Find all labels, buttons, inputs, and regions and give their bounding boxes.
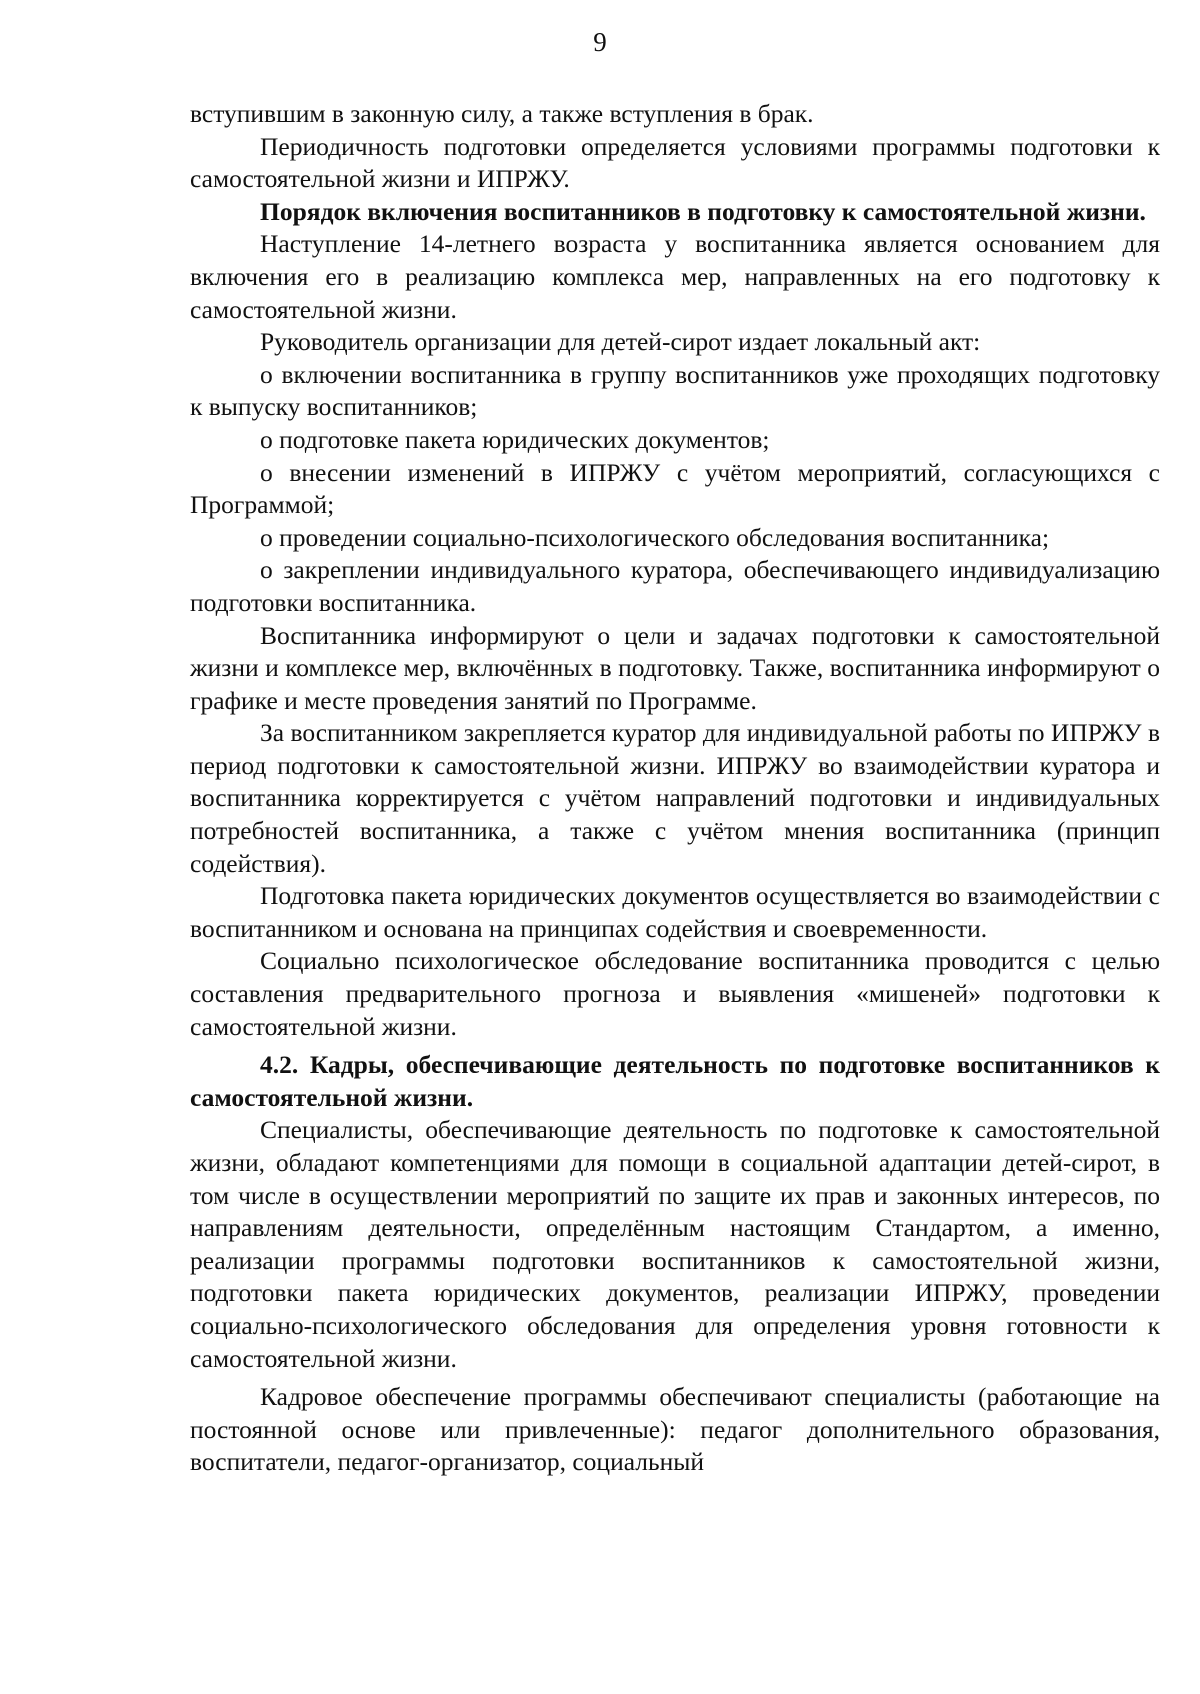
paragraph-social-psych-survey: Социально психологическое обследование воспитанника проводится с целью составления предварительного прогноза и выявления «мишеней» подготовки к самостоятельной жизни. (190, 946, 1160, 1041)
paragraph-periodicity: Периодичность подготовки определяется условиями программы подготовки к самостоятельной жизни и ИПРЖУ. (190, 131, 1160, 194)
paragraph-informing: Воспитанника информируют о цели и задачах подготовки к самостоятельной жизни и комплексе мер, включённых в подготовку. Также, воспитанника информируют о графике и месте проведения занятий по Программе. (190, 620, 1160, 715)
paragraph-local-act: Руководитель организации для детей-сирот издает локальный акт: (260, 327, 981, 357)
list-item-inclusion-group: о включении воспитанника в группу воспитанников уже проходящих подготовку к выпуску воспитанников; (190, 359, 1160, 422)
page-number: 9 (593, 27, 607, 57)
paragraph-curator-assignment: За воспитанником закрепляется куратор для индивидуальной работы по ИПРЖУ в период подготовки к самостоятельной жизни. ИПРЖУ во взаимодействии куратора и воспитанника корректируется с учётом направлений подготовки и индивидуальных потребностей воспитанника, а также с учётом мнения воспитанника (принцип содействия). (190, 718, 1160, 878)
list-item-curator: о закреплении индивидуального куратора, обеспечивающего индивидуализацию подготовки воспитанника. (190, 555, 1160, 617)
paragraph-specialists: Специалисты, обеспечивающие деятельность по подготовке к самостоятельной жизни, обладают компетенциями для помощи в социальной адаптации детей-сирот, в том числе в осуществлении мероприятий по защите их прав и законных интересов, по направлениям деятельности, определённым настоящим Стандартом, а именно, реализации программы подготовки воспитанников к самостоятельной жизни, подготовки пакета юридических документов, реализации ИПРЖУ, проведении социально-психологического обследования для определения уровня готовности к самостоятельной жизни. (190, 1115, 1160, 1373)
list-item-psych-survey: о проведении социально-психологического обследования воспитанника; (260, 522, 1050, 552)
list-item-legal-documents: о подготовке пакета юридических документов; (260, 424, 770, 454)
paragraph-age-14: Наступление 14-летнего возраста у воспитанника является основанием для включения его в реализацию комплекса мер, направленных на его подготовку к самостоятельной жизни. (190, 229, 1160, 324)
section-heading-4-2: 4.2. Кадры, обеспечивающие деятельность по подготовке воспитанников к самостоятельной жизни. (190, 1050, 1160, 1112)
section-heading-inclusion-order: Порядок включения воспитанников в подготовку к самостоятельной жизни. (260, 196, 1146, 226)
document-body (190, 98, 1160, 1479)
paragraph-continuation: вступившим в законную силу, а также вступления в брак. (190, 99, 814, 128)
paragraph-documents-preparation: Подготовка пакета юридических документов осуществляется во взаимодействии с воспитанником и основана на принципах содействия и своевременности. (190, 881, 1160, 943)
list-item-iprzhu-changes: о внесении изменений в ИПРЖУ с учётом мероприятий, согласующихся с Программой; (190, 457, 1160, 520)
paragraph-staffing: Кадровое обеспечение программы обеспечивают специалисты (работающие на постоянной основе или привлеченные): педагог дополнительного образования, воспитатели, педагог-организатор, социальный (190, 1382, 1160, 1477)
